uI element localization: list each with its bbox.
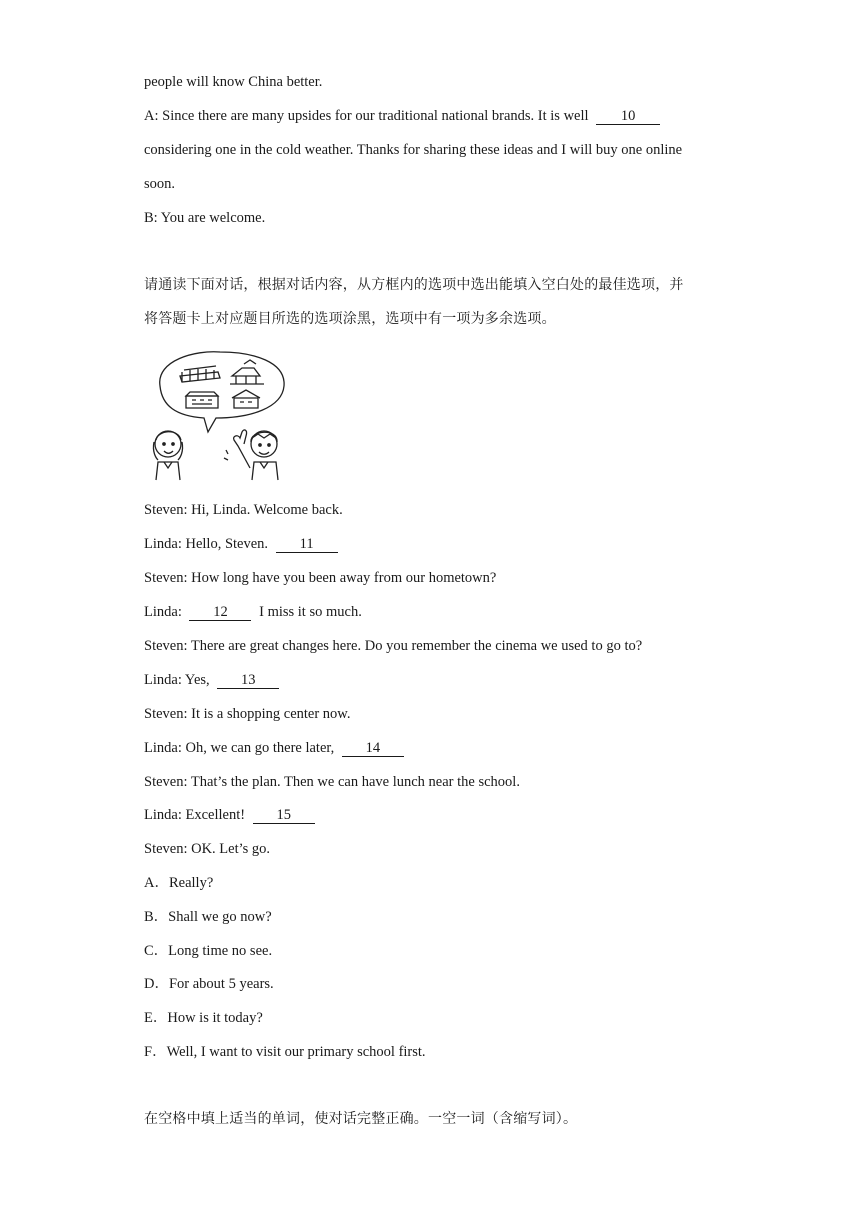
dialogue-line: Steven: Hi, Linda. Welcome back. xyxy=(144,502,343,518)
dialogue-line xyxy=(144,805,315,825)
instruction-line: 在空格中填上适当的单词，使对话完整正确。一空一词（含缩写词）。 xyxy=(144,1111,578,1127)
answer-blank-14: 14 xyxy=(342,740,404,757)
option-f: F．Well, I want to visit our primary school first. xyxy=(144,1044,426,1060)
answer-blank-11: 11 xyxy=(276,536,338,553)
text-fragment: A: Since there are many upsides for our traditional national brands. It is well xyxy=(144,108,589,124)
dialogue-line: Steven: OK. Let’s go. xyxy=(144,841,271,857)
dialogue-line: Steven: How long have you been away from our hometown? xyxy=(144,570,497,586)
instruction-line: 请通读下面对话，根据对话内容，从方框内的选项中选出能填入空白处的最佳选项，并 xyxy=(144,277,684,293)
text-line: soon. xyxy=(144,176,176,192)
text-fragment: Linda: xyxy=(144,604,182,620)
dialogue-line xyxy=(144,738,404,758)
dialogue-line xyxy=(144,670,279,690)
option-b: B．Shall we go now? xyxy=(144,909,272,925)
answer-blank-15: 15 xyxy=(253,807,315,824)
dialogue-line xyxy=(144,602,362,622)
dialogue-line: Steven: That’s the plan. Then we can have lunch near the school. xyxy=(144,774,520,790)
text-fragment: Linda: Hello, Steven. xyxy=(144,536,269,552)
text-fragment: Linda: Excellent! xyxy=(144,807,246,823)
text-fragment: Linda: Oh, we can go there later, xyxy=(144,740,335,756)
option-a: A．Really? xyxy=(144,875,214,891)
answer-blank-13: 13 xyxy=(217,672,279,689)
answer-blank-10: 10 xyxy=(596,108,660,125)
dialogue-line: Steven: There are great changes here. Do you remember the cinema we used to go to? xyxy=(144,638,643,654)
text-fragment: Linda: Yes, xyxy=(144,672,210,688)
dialogue-line xyxy=(144,534,338,554)
answer-blank-12: 12 xyxy=(189,604,251,621)
option-c: C．Long time no see. xyxy=(144,943,273,959)
text-line: B: You are welcome. xyxy=(144,210,266,226)
text-line: people will know China better. xyxy=(144,74,323,90)
conversation-illustration xyxy=(146,346,288,482)
dialogue-line: Steven: It is a shopping center now. xyxy=(144,706,351,722)
option-e: E．How is it today? xyxy=(144,1010,263,1026)
text-line: considering one in the cold weather. Thanks for sharing these ideas and I will buy one online xyxy=(144,142,683,158)
option-d: D．For about 5 years. xyxy=(144,976,274,992)
text-fragment: I miss it so much. xyxy=(259,604,362,620)
text-line xyxy=(144,106,660,126)
instruction-line: 将答题卡上对应题目所选的选项涂黑，选项中有一项为多余选项。 xyxy=(144,311,556,327)
